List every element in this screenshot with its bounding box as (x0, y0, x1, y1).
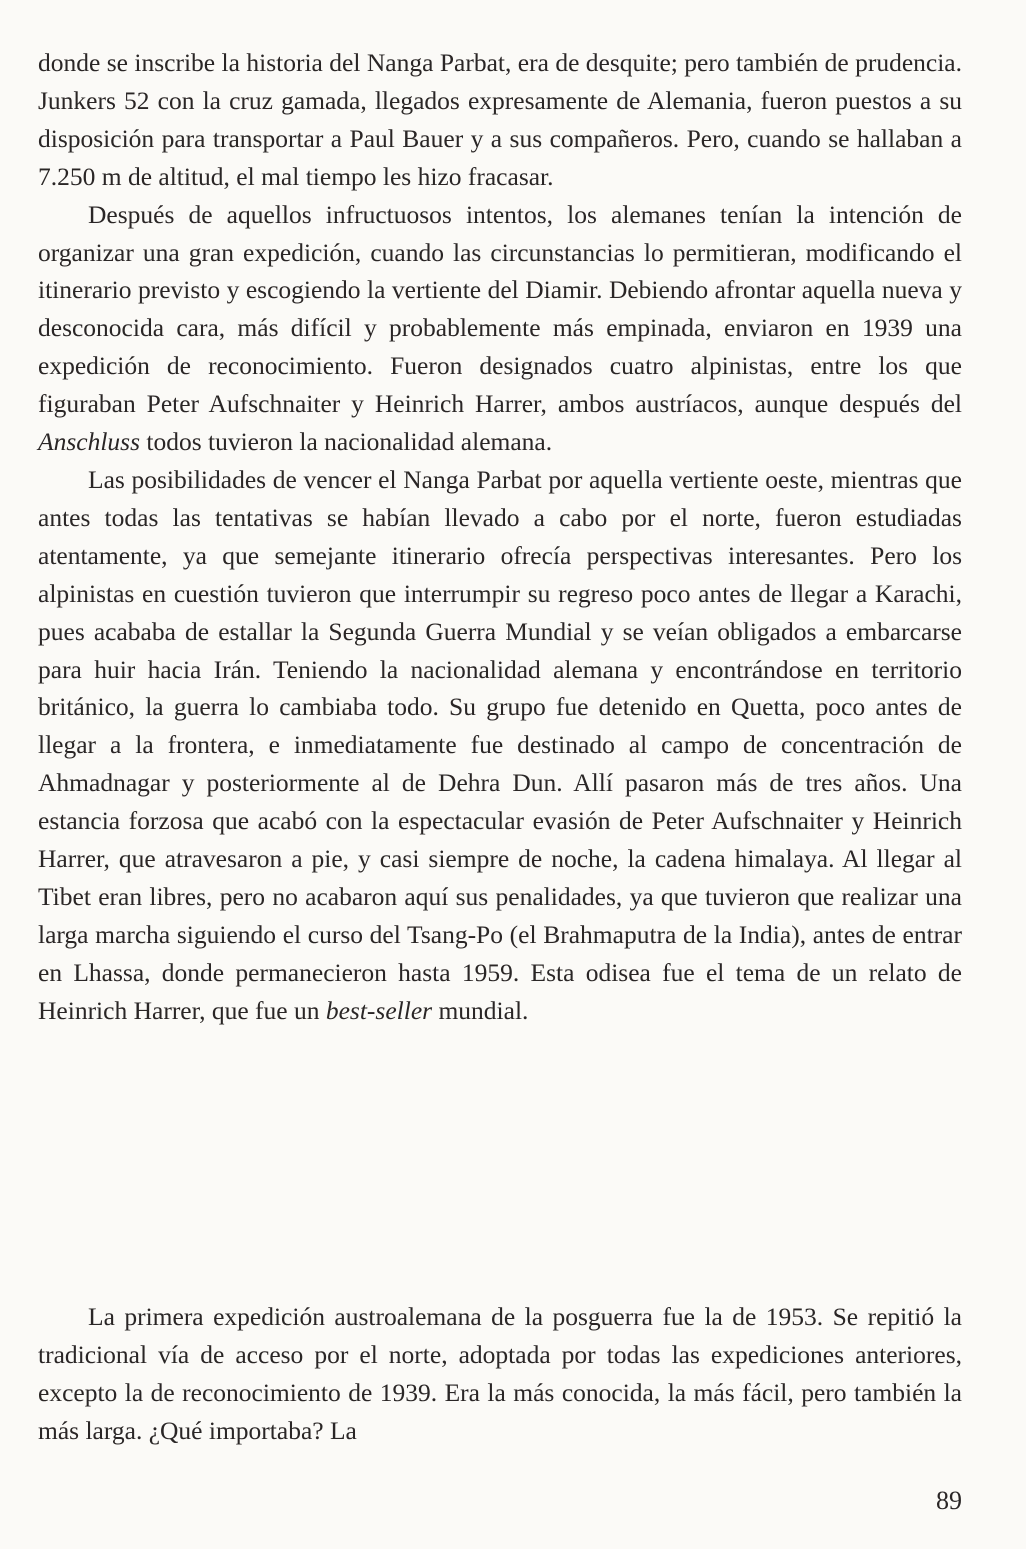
text-section-2 (38, 1298, 962, 1450)
paragraph-3-text-b: mundial. (432, 995, 529, 1025)
paragraph-2-italic-term: Anschluss (38, 427, 140, 457)
paragraph-3 (38, 461, 962, 1030)
paragraph-2 (38, 196, 962, 461)
paragraph-4: La primera expedición austroalemana de la posguerra fue la de 1953. Se repitió la tradicional vía de acceso por el norte, adoptada por todas las expediciones anteriores, excepto la de reconocimiento de 1939. Era la más conocida, la más fácil, pero también la más larga. ¿Qué importaba? La (38, 1302, 962, 1445)
text-section-1 (38, 44, 962, 1030)
paragraph-3-text-a: Las posibilidades de vencer el Nanga Parbat por aquella vertiente oeste, mientras que antes todas las tentativas se habían llevado a cabo por el norte, fueron estudiadas atentamente, ya que semejante itinerario ofrecía perspectivas interesantes. Pero los alpinistas en cuestión tuvieron que interrumpir su regreso poco antes de llegar a Karachi, pues acababa de estallar la Segunda Guerra Mundial y se veían obligados a embarcarse para huir hacia Irán. Teniendo la nacionalidad alemana y encontrándose en territorio británico, la guerra lo cambiaba todo. Su grupo fue detenido en Quetta, poco antes de llegar a la frontera, e inmediatamente fue destinado al campo de concentración de Ahmadnagar y posteriormente al de Dehra Dun. Allí pasaron más de tres años. Una estancia forzosa que acabó con la espectacular evasión de Peter Aufschnaiter y Heinrich Harrer, que atravesaron a pie, y casi siempre de noche, la cadena himalaya. Al llegar al Tibet eran libres, pero no acabaron aquí sus penalidades, ya que tuvieron que realizar una larga marcha siguiendo el curso del Tsang-Po (el Brahmaputra de la India), antes de entrar en Lhassa, donde permanecieron hasta 1959. Esta odisea fue el tema de un relato de Heinrich Harrer, que fue un (38, 464, 962, 1025)
paragraph-3-italic-term: best-seller (325, 995, 433, 1025)
paragraph-2-text-a: Después de aquellos infructuosos intentos, los alemanes tenían la intención de organizar una gran expedición, cuando las circunstancias lo permitieran, modificando el itinerario previsto y escogiendo la vertiente del Diamir. Debiendo afrontar aquella nueva y desconocida cara, más difícil y probablemente más empinada, enviaron en 1939 una expedición de reconocimiento. Fueron designados cuatro alpinistas, entre los que figuraban Peter Aufschnaiter y Heinrich Harrer, ambos austríacos, aunque después del (38, 199, 962, 419)
paragraph-1: donde se inscribe la historia del Nanga Parbat, era de desquite; pero también de prudencia. Junkers 52 con la cruz gamada, llegados expresamente de Alemania, fueron puestos a su disposición para transportar a Paul Bauer y a sus compañeros. Pero, cuando se hallaban a 7.250 m de altitud, el mal tiempo les hizo fracasar. (38, 48, 962, 191)
paragraph-2-text-b: todos tuvieron la nacionalidad alemana. (140, 427, 553, 457)
page-number: 89 (936, 1486, 962, 1515)
